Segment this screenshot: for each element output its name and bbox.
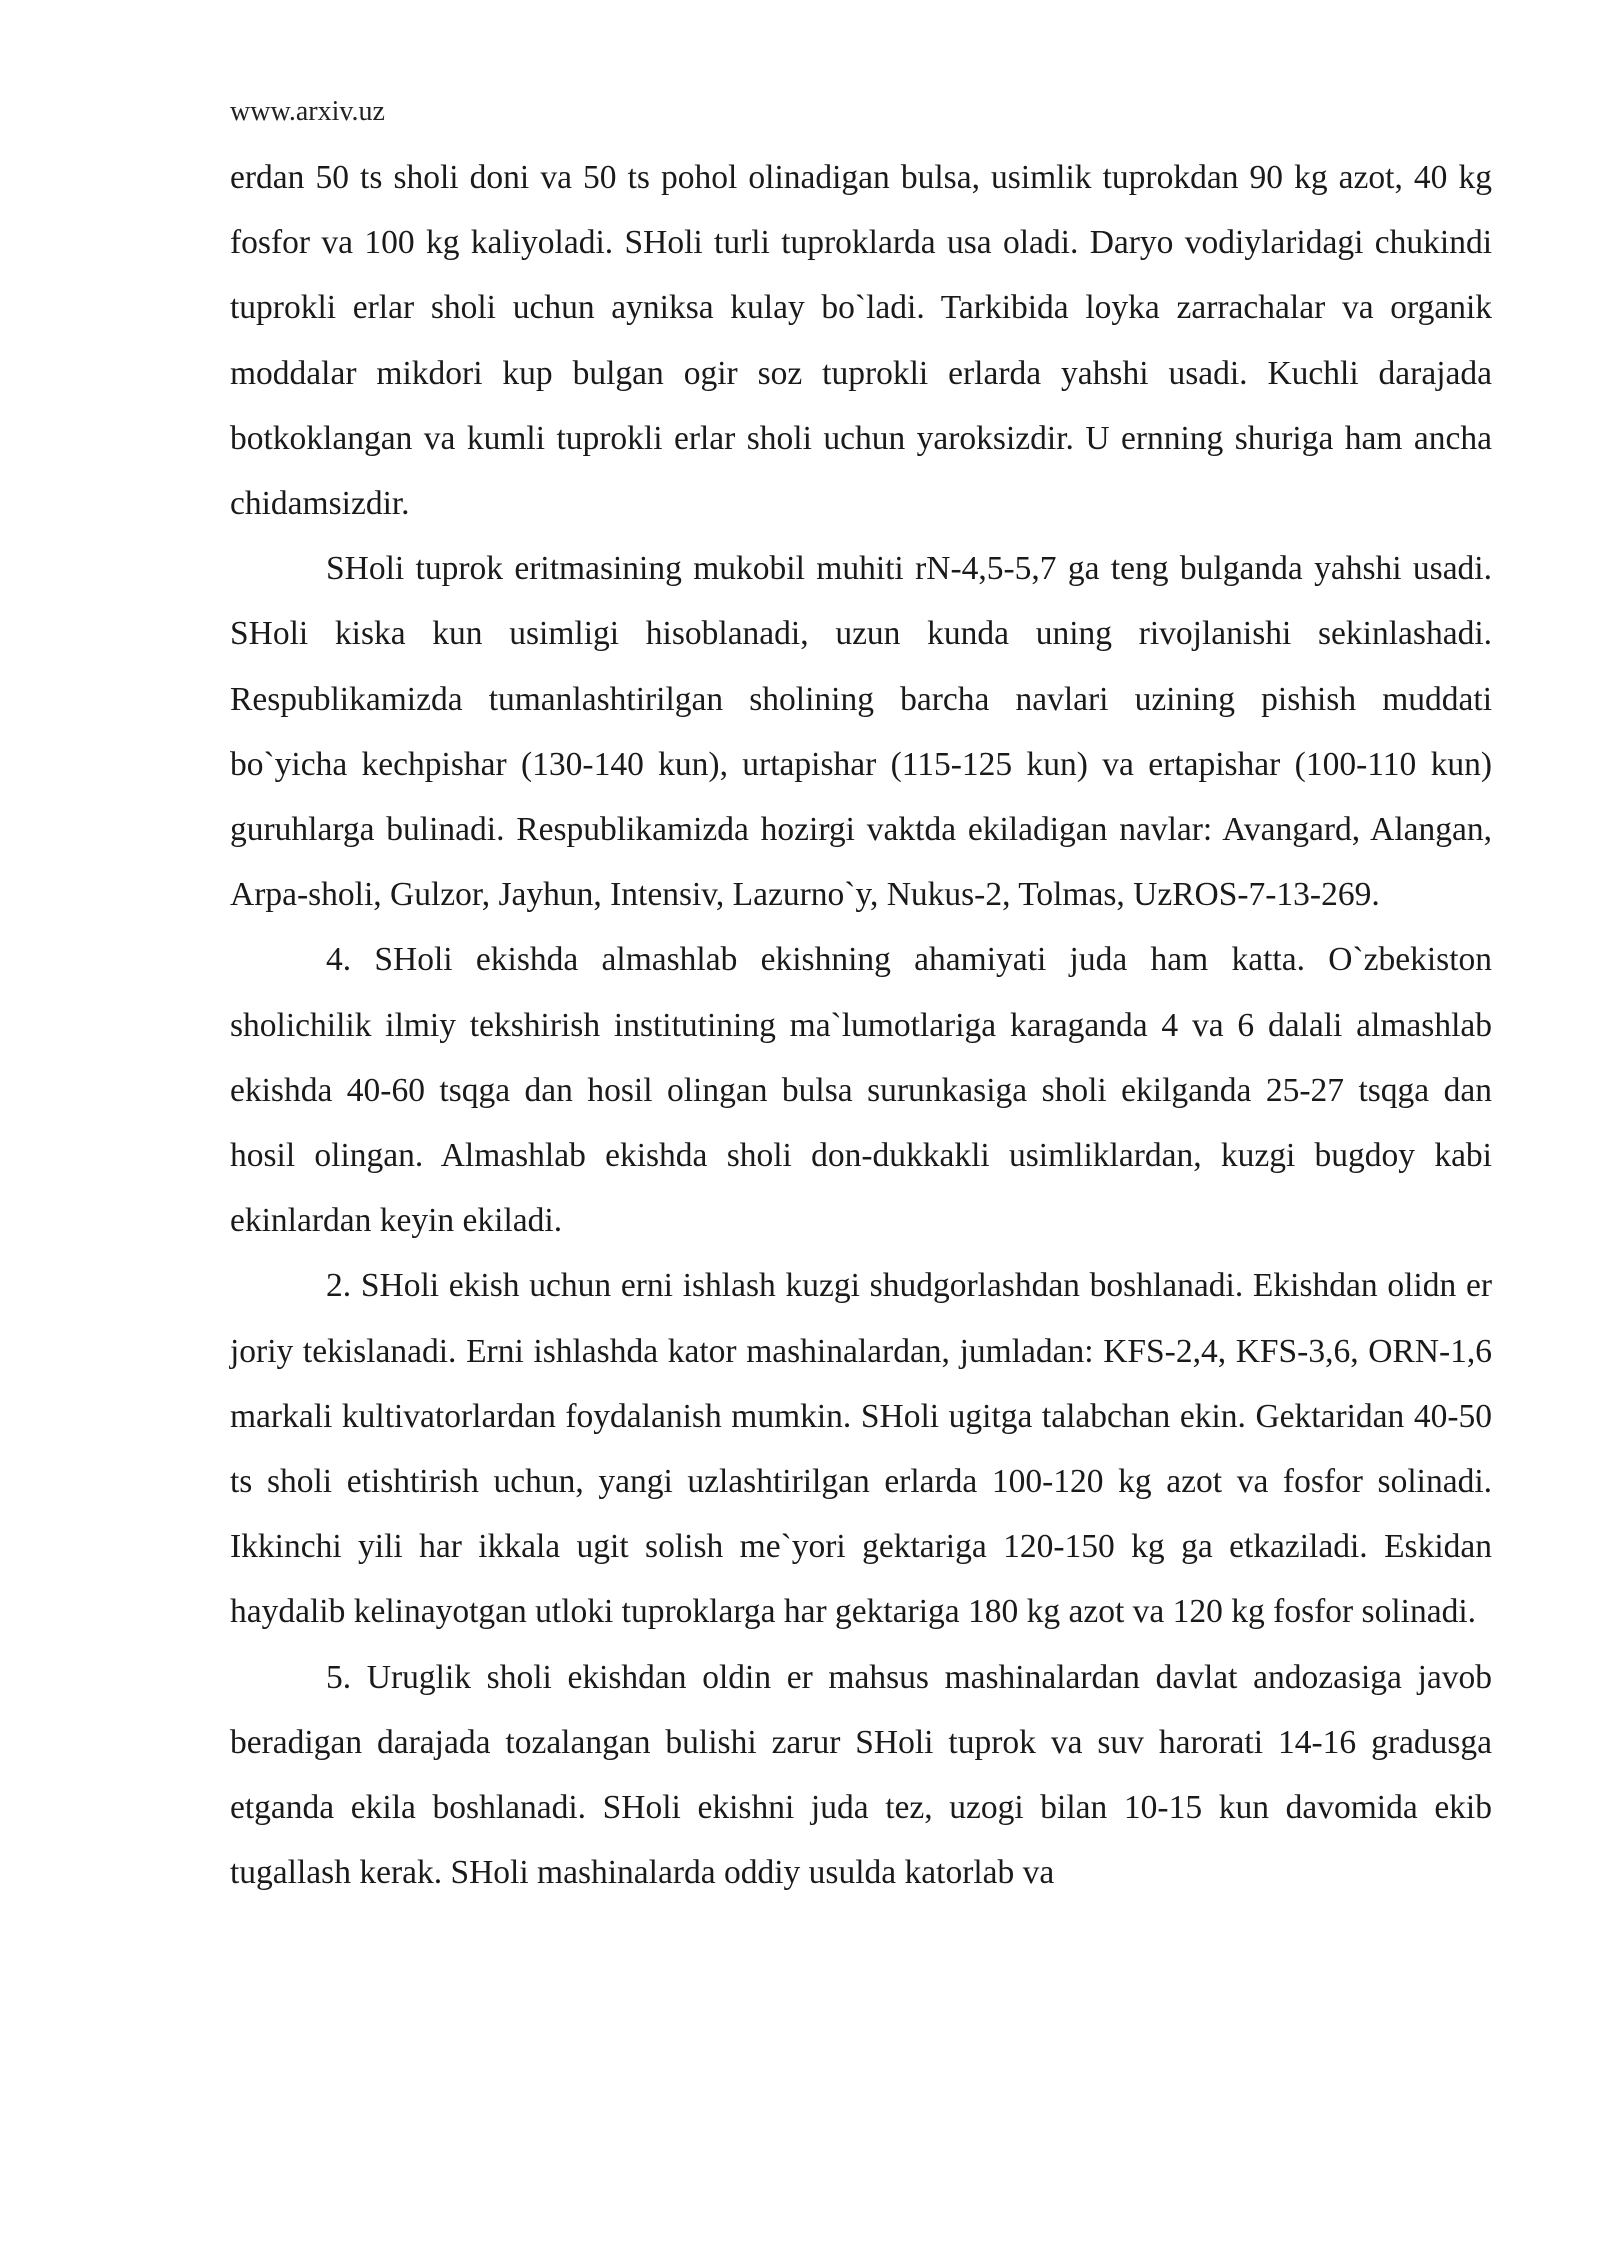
paragraph-2: SHoli tuprok eritmasining mukobil muhiti rN-4,5-5,7 ga teng bulganda yahshi usadi. SHoli kiska kun usimligi hisoblanadi, uzun kunda uning rivojlanishi sekinlashadi. Respublikamizda tumanlashtirilgan sholining barcha navlari uzining pishish muddati bo`yicha kechpishar (130-140 kun), urtapishar (115-125 kun) va ertapishar (100-110 kun) guruhlarga bulinadi. Respublikamizda hozirgi vaktda ekiladigan navlar: Avangard, Alangan, Arpa-sholi, Gulzor, Jayhun, Intensiv, Lazurno`y, Nukus-2, Tolmas, UzROS-7-13-269. (230, 550, 1492, 914)
paragraph-3: 4. SHoli ekishda almashlab ekishning ahamiyati juda ham katta. O`zbekiston sholichilik ilmiy tekshirish institutining ma`lumotlariga karaganda 4 va 6 dalali almashlab ekishda 40-60 tsqga dan hosil olingan bulsa surunkasiga sholi ekilganda 25-27 tsqga dan hosil olingan. Almashlab ekishda sholi don-dukkakli usimliklardan, kuzgi bugdoy kabi ekinlardan keyin ekiladi. (230, 941, 1492, 1240)
paragraph-5: 5. Uruglik sholi ekishdan oldin er mahsus mashinalardan davlat andozasiga javob beradigan darajada tozalangan bulishi zarur SHoli tuprok va suv harorati 14-16 gradusga etganda ekila boshlanadi. SHoli ekishni juda tez, uzogi bilan 10-15 kun davomida ekib tugallash kerak. SHoli mashinalarda oddiy usulda katorlab va (230, 1658, 1492, 1892)
site-header: www.arxiv.uz (230, 96, 385, 127)
document-body (230, 145, 1492, 1905)
paragraph-1: erdan 50 ts sholi doni va 50 ts pohol olinadigan bulsa, usimlik tuprokdan 90 kg azot, 40 kg fosfor va 100 kg kaliyoladi. SHoli turli tuproklarda usa oladi. Daryo vodiylaridagi chukindi tuprokli erlar sholi uchun ayniksa kulay bo`ladi. Tarkibida loyka zarrachalar va organik moddalar mikdori kup bulgan ogir soz tuprokli erlarda yahshi usadi. Kuchli darajada botkoklangan va kumli tuprokli erlar sholi uchun yaroksizdir. U ernning shuriga ham ancha chidamsizdir. (230, 159, 1492, 523)
paragraph-4: 2. SHoli ekish uchun erni ishlash kuzgi shudgorlashdan boshlanadi. Ekishdan olidn er joriy tekislanadi. Erni ishlashda kator mashinalardan, jumladan: KFS-2,4, KFS-3,6, ORN-1,6 markali kultivatorlardan foydalanish mumkin. SHoli ugitga talabchan ekin. Gektaridan 40-50 ts sholi etishtirish uchun, yangi uzlashtirilgan erlarda 100-120 kg azot va fosfor solinadi. Ikkinchi yili har ikkala ugit solish me`yori gektariga 120-150 kg ga etkaziladi. Eskidan haydalib kelinayotgan utloki tuproklarga har gektariga 180 kg azot va 120 kg fosfor solinadi. (230, 1267, 1492, 1631)
